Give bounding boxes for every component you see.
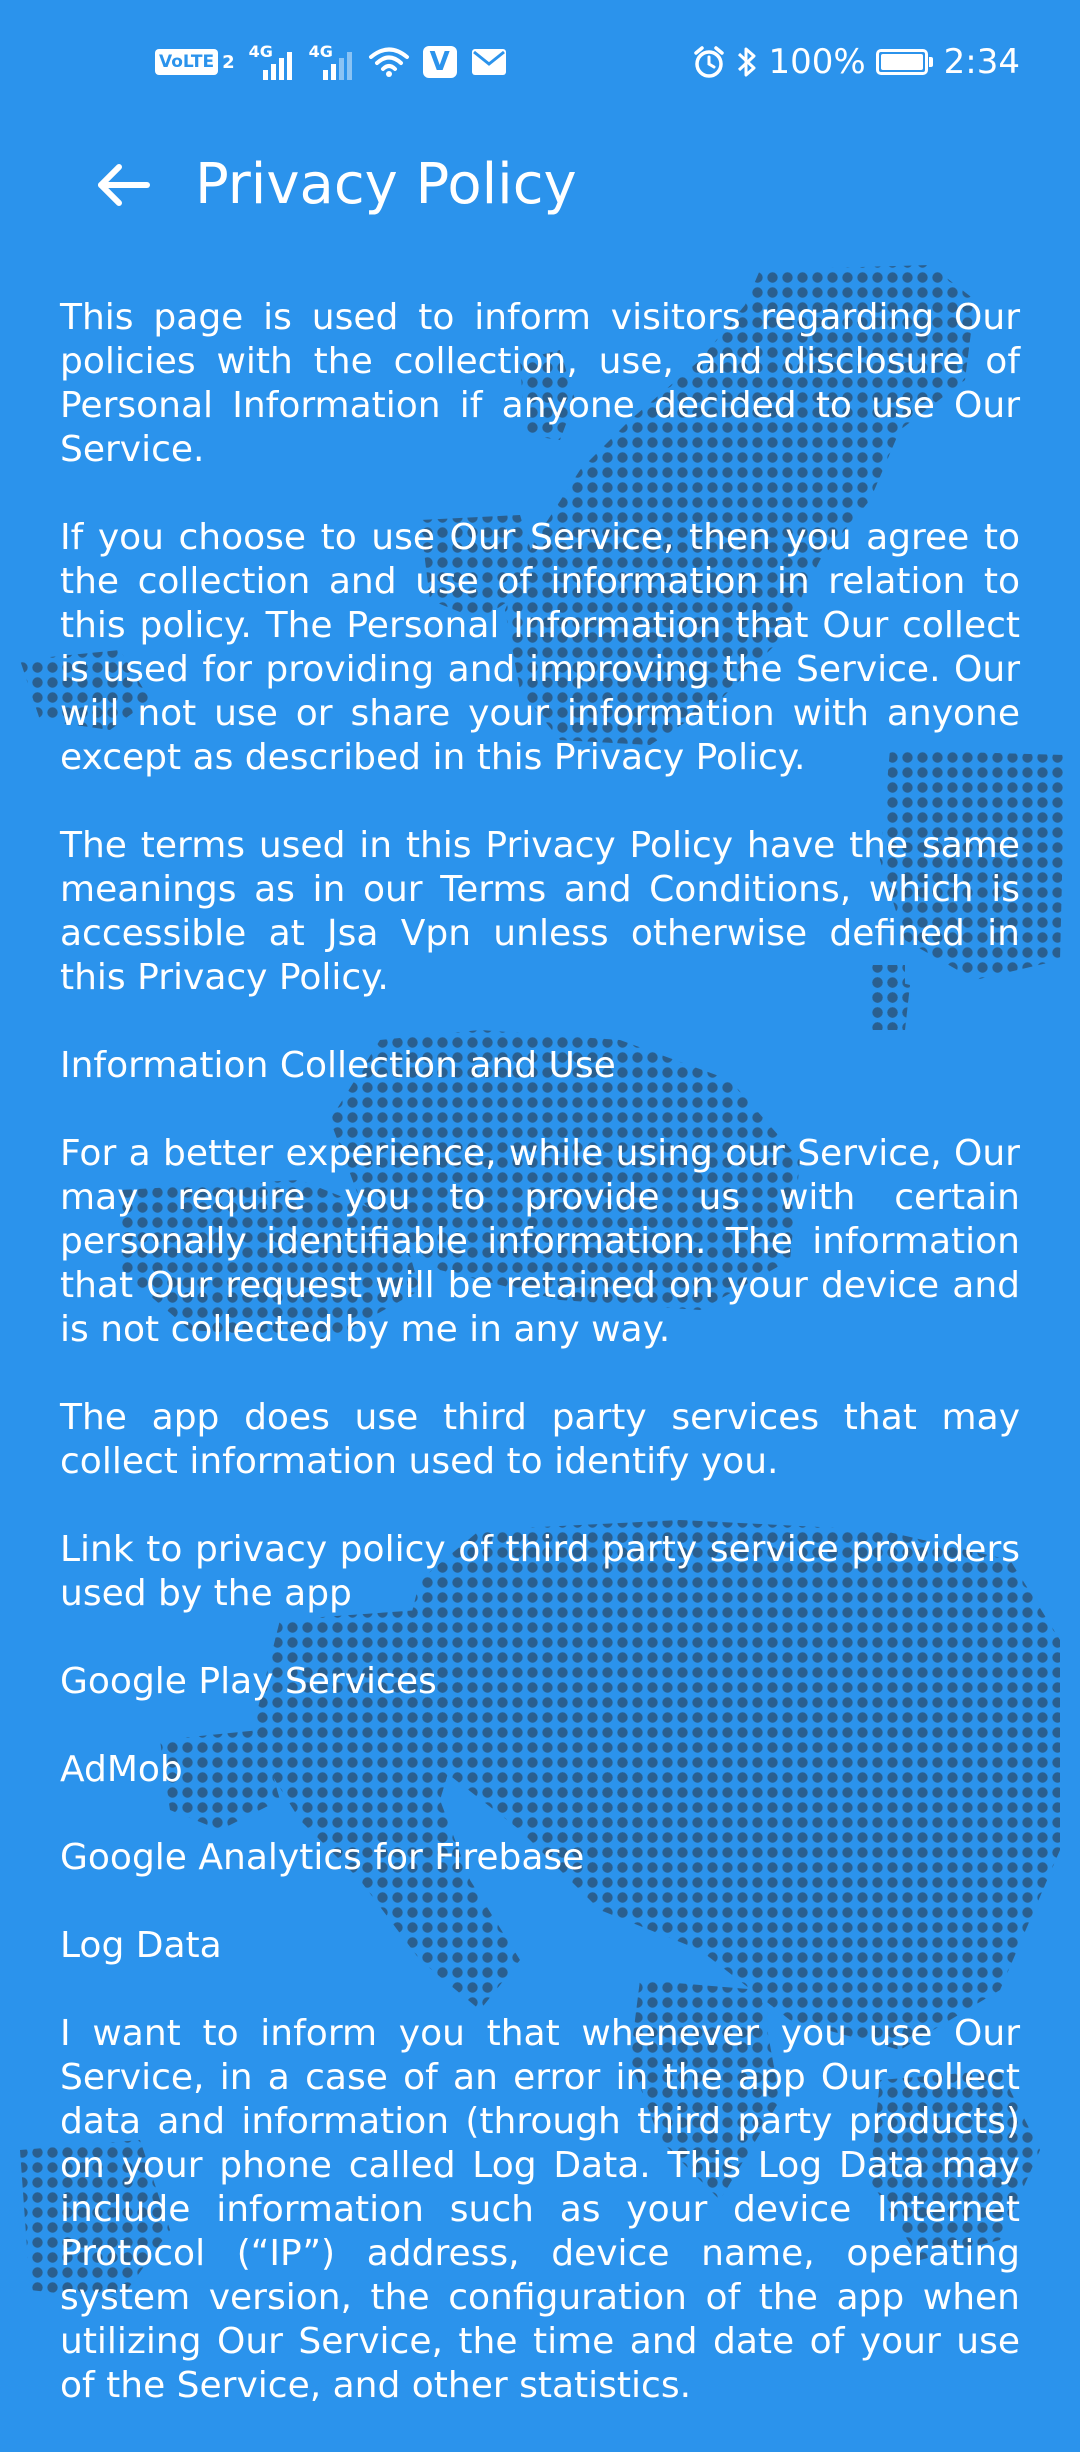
- policy-paragraph: The terms used in this Privacy Policy have the same meanings as in our Terms and Conditions, which is accessible at Jsa Vpn unless otherwise defined in this Privacy Policy.: [60, 825, 1020, 998]
- third-party-item-google-analytics-firebase[interactable]: Google Analytics for Firebase: [60, 1837, 585, 1878]
- network-type-label: 4G: [308, 42, 333, 61]
- vpn-icon-letter: V: [429, 47, 450, 77]
- status-bar: [0, 0, 1080, 120]
- policy-paragraph: Link to privacy policy of third party service providers used by the app: [60, 1529, 1020, 1614]
- volte-sim-number: 2: [222, 51, 235, 73]
- back-button[interactable]: [78, 150, 168, 220]
- policy-content[interactable]: [60, 296, 1020, 2452]
- volte-icon: [155, 49, 235, 75]
- wifi-icon: [369, 46, 409, 78]
- page-title: Privacy Policy: [195, 152, 577, 217]
- arrow-left-icon: [95, 163, 151, 207]
- signal-icon: [309, 44, 355, 80]
- policy-paragraph: I want to inform you that whenever you use Our Service, in a case of an error in the app Our collect data and information (through third party products) on your phone called Log Data. This Log Data may include information such as your device Internet Protocol (“IP”) address, device name, operating system version, the configuration of the app when utilizing Our Service, the time and date of your use of the Service, and other statistics.: [60, 2013, 1020, 2406]
- section-heading-log-data: Log Data: [60, 1925, 222, 1966]
- status-bar-right-icons: [692, 40, 1020, 84]
- third-party-item-admob[interactable]: AdMob: [60, 1749, 183, 1790]
- vpn-icon: [423, 46, 457, 78]
- policy-paragraph: The app does use third party services that may collect information used to identify you.: [60, 1397, 1020, 1482]
- clock-time: 2:34: [943, 42, 1020, 82]
- alarm-icon: [692, 45, 726, 79]
- section-heading-information-collection: Information Collection and Use: [60, 1045, 616, 1086]
- policy-paragraph: If you choose to use Our Service, then you agree to the collection and use of information in relation to this policy. The Personal Information that Our collect is used for providing and improving the Service. Our will not use or share your information with anyone except as described in this Privacy Policy.: [60, 517, 1020, 778]
- battery-icon: [876, 49, 928, 75]
- policy-paragraph: This page is used to inform visitors regarding Our policies with the collection, use, and disclosure of Personal Information if anyone decided to use Our Service.: [60, 297, 1020, 470]
- policy-paragraph: For a better experience, while using our Service, Our may require you to provide us with certain personally identifiable information. The information that Our request will be retained on your device and is not collected by me in any way.: [60, 1133, 1020, 1350]
- volte-label: VoLTE: [155, 49, 218, 75]
- network-type-label: 4G: [248, 42, 273, 61]
- third-party-item-google-play-services[interactable]: Google Play Services: [60, 1661, 437, 1702]
- signal-icon: [249, 44, 295, 80]
- app-bar: [0, 120, 1080, 250]
- mail-icon: [471, 48, 507, 76]
- status-bar-left-icons: [155, 40, 507, 84]
- bluetooth-icon: [736, 44, 758, 80]
- battery-percent: 100%: [768, 42, 866, 82]
